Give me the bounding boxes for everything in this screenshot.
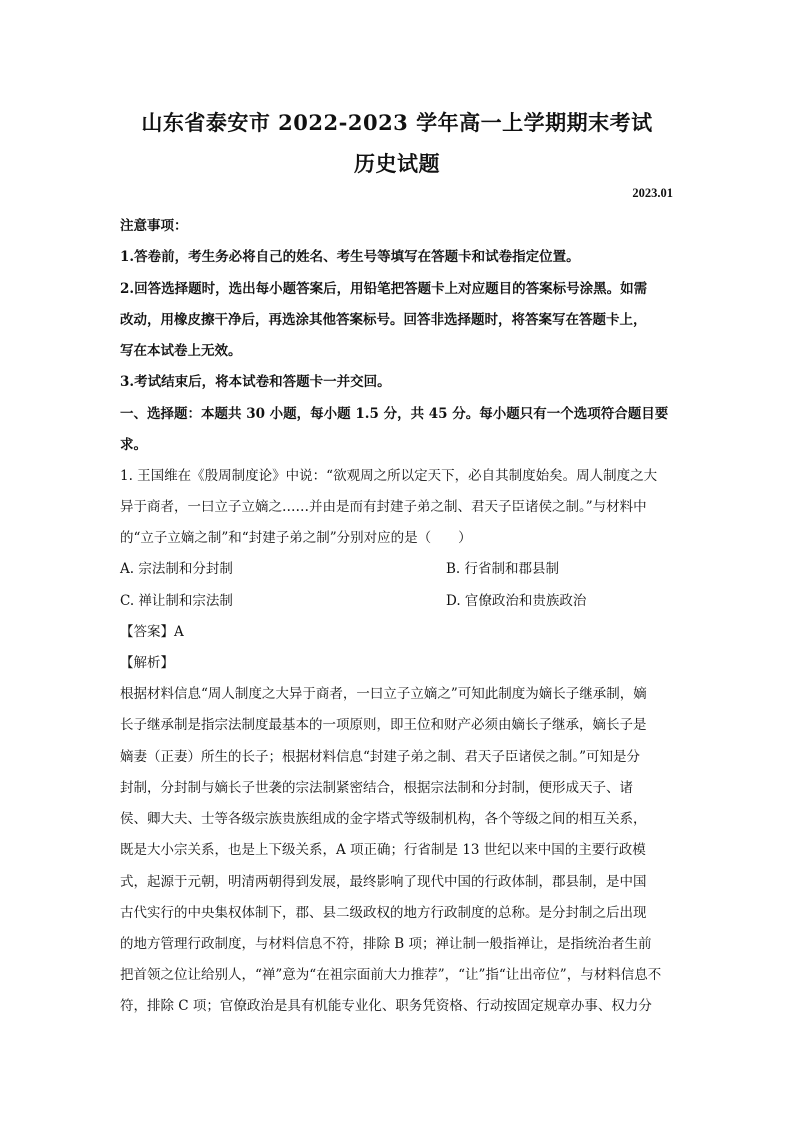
notes-item-2-line-3: 写在本试卷上无效。 <box>120 343 242 359</box>
notes-item-3: 3.考试结束后，将本试卷和答题卡一并交回。 <box>120 374 391 390</box>
question-1-line-1: 1. 王国维在《殷周制度论》中说：“欲观周之所以定天下，必自其制度始矣。周人制度之大 <box>120 468 658 484</box>
section-heading-line-1: 一、选择题：本题共 30 小题，每小题 1.5 分，共 45 分。每小题只有一个选项符合题目要 <box>120 406 669 422</box>
question-1-line-2: 异于商者，一曰立子立嫡之……并由是而有封建子弟之制、君天子臣诸侯之制。”与材料中 <box>120 499 647 515</box>
exam-subtitle: 历史试题 <box>354 151 440 176</box>
analysis-line: 侯、卿大夫、士等各级宗族贵族组成的金字塔式等级制机构，各个等级之间的相互关系， <box>120 811 647 827</box>
analysis-line: 长子继承制是指宗法制度最基本的一项原则，即王位和财产必须由嫡长子继承，嫡长子是 <box>120 717 647 733</box>
notes-item-2-line-2: 改动，用橡皮擦干净后，再选涂其他答案标号。回答非选择题时，将答案写在答题卡上， <box>120 312 647 328</box>
analysis-line: 嫡妻（正妻）所生的长子；根据材料信息“封建子弟之制、君天子臣诸侯之制。”可知是分 <box>120 749 641 765</box>
analysis-line: 式，起源于元朝，明清两朝得到发展，最终影响了现代中国的行政体制，郡县制，是中国 <box>120 874 647 890</box>
notes-item-1: 1.答卷前，考生务必将自己的姓名、考生号等填写在答题卡和试卷指定位置。 <box>120 249 580 265</box>
notes-heading: 注意事项： <box>120 218 188 234</box>
exam-date: 2023.01 <box>632 186 673 200</box>
analysis-line: 把首领之位让给别人，“禅”意为“在祖宗面前大力推荐”，“让”指“让出帝位”，与材料信息不 <box>120 967 662 983</box>
analysis-line: 既是大小宗关系，也是上下级关系，A 项正确；行省制是 13 世纪以来中国的主要行政模 <box>120 842 646 858</box>
question-1-line-3: 的“立子立嫡之制”和“封建子弟之制”分别对应的是（ ） <box>120 530 472 546</box>
analysis-line: 的地方管理行政制度，与材料信息不符，排除 B 项；禅让制一般指禅让，是指统治者生前 <box>120 936 652 952</box>
option-b: B. 行省制和郡县制 <box>446 561 560 577</box>
analysis-line: 符，排除 C 项；官僚政治是具有机能专业化、职务凭资格、行动按固定规章办事、权力分 <box>120 998 652 1014</box>
option-c: C. 禅让制和宗法制 <box>120 593 233 609</box>
exam-title: 山东省泰安市 2022-2023 学年高一上学期期末考试 <box>141 110 653 135</box>
notes-item-2-line-1: 2.回答选择题时，选出每小题答案后，用铅笔把答题卡上对应题目的答案标号涂黑。如需 <box>120 281 648 297</box>
analysis-heading: 【解析】 <box>120 655 174 671</box>
answer-label: 【答案】A <box>120 624 184 640</box>
option-d: D. 官僚政治和贵族政治 <box>446 593 587 609</box>
option-a: A. 宗法制和分封制 <box>120 561 233 577</box>
analysis-line: 封制，分封制与嫡长子世袭的宗法制紧密结合，根据宗法制和分封制，便形成天子、诸 <box>120 780 633 796</box>
section-heading-line-2: 求。 <box>120 437 147 453</box>
analysis-line: 根据材料信息“周人制度之大异于商者，一曰立子立嫡之”可知此制度为嫡长子继承制，嫡 <box>120 686 647 702</box>
analysis-line: 古代实行的中央集权体制下，郡、县二级政权的地方行政制度的总称。是分封制之后出现 <box>120 905 647 921</box>
